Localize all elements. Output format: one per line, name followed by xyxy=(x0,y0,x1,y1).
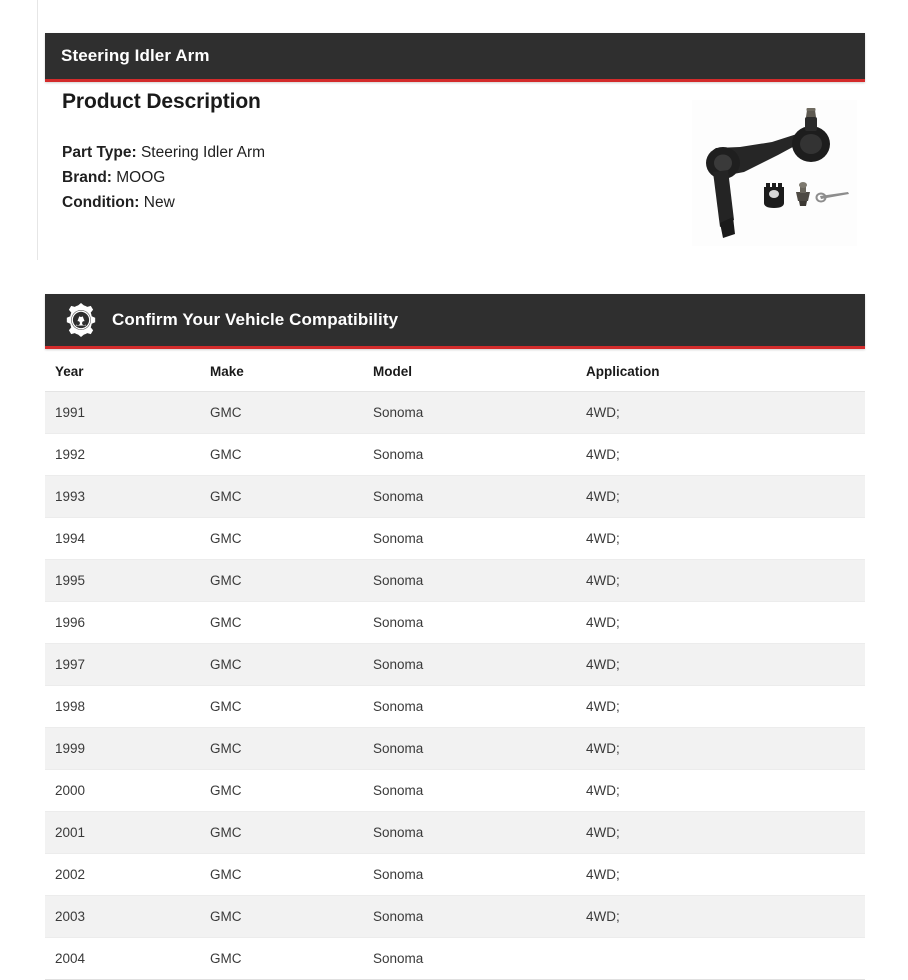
cell-year: 1997 xyxy=(45,644,200,686)
spec-value-brand: MOOG xyxy=(116,169,166,186)
cell-application: 4WD; xyxy=(576,476,865,518)
cell-model: Sonoma xyxy=(363,392,576,434)
cell-model: Sonoma xyxy=(363,560,576,602)
table-row xyxy=(45,560,865,602)
cell-model: Sonoma xyxy=(363,686,576,728)
cell-model: Sonoma xyxy=(363,602,576,644)
cell-make: GMC xyxy=(200,770,363,812)
cell-year: 1994 xyxy=(45,518,200,560)
cell-model: Sonoma xyxy=(363,476,576,518)
page-title: Steering Idler Arm xyxy=(61,46,210,65)
cell-year: 2001 xyxy=(45,812,200,854)
table-row xyxy=(45,392,865,434)
cell-application: 4WD; xyxy=(576,896,865,938)
cell-make: GMC xyxy=(200,434,363,476)
table-body xyxy=(45,392,865,980)
cell-make: GMC xyxy=(200,896,363,938)
table-row xyxy=(45,434,865,476)
cell-application: 4WD; xyxy=(576,518,865,560)
cell-application: 4WD; xyxy=(576,560,865,602)
cell-application: 4WD; xyxy=(576,770,865,812)
cell-model: Sonoma xyxy=(363,518,576,560)
cell-year: 2004 xyxy=(45,938,200,980)
cell-application: 4WD; xyxy=(576,602,865,644)
cell-application: 4WD; xyxy=(576,728,865,770)
spec-label-brand: Brand: xyxy=(62,169,112,186)
product-title-bar xyxy=(45,33,865,82)
spec-row-part-type xyxy=(62,140,662,165)
cell-application: 4WD; xyxy=(576,392,865,434)
column-header-application: Application xyxy=(576,352,865,392)
table-row xyxy=(45,896,865,938)
cell-make: GMC xyxy=(200,812,363,854)
cell-model: Sonoma xyxy=(363,896,576,938)
cell-year: 1999 xyxy=(45,728,200,770)
spec-value-condition: New xyxy=(143,194,175,211)
cell-year: 1995 xyxy=(45,560,200,602)
table-row xyxy=(45,602,865,644)
table-row xyxy=(45,518,865,560)
table-row xyxy=(45,770,865,812)
cell-application xyxy=(576,938,865,980)
table-header-row xyxy=(45,352,865,392)
cell-make: GMC xyxy=(200,854,363,896)
cell-application: 4WD; xyxy=(576,434,865,476)
cell-make: GMC xyxy=(200,728,363,770)
spec-label-part-type: Part Type: xyxy=(62,144,137,161)
cell-year: 1992 xyxy=(45,434,200,476)
cell-make: GMC xyxy=(200,392,363,434)
product-image xyxy=(692,100,857,246)
table-row xyxy=(45,728,865,770)
cell-model: Sonoma xyxy=(363,770,576,812)
content-left-rule xyxy=(37,0,38,260)
column-header-model: Model xyxy=(363,352,576,392)
cell-year: 2000 xyxy=(45,770,200,812)
cell-model: Sonoma xyxy=(363,938,576,980)
steering-idler-arm-illustration xyxy=(692,100,857,246)
table-row xyxy=(45,938,865,980)
spec-row-brand xyxy=(62,165,662,190)
table-row xyxy=(45,812,865,854)
cell-model: Sonoma xyxy=(363,434,576,476)
spec-value-part-type: Steering Idler Arm xyxy=(140,144,266,161)
cell-model: Sonoma xyxy=(363,812,576,854)
cell-make: GMC xyxy=(200,602,363,644)
product-description-section xyxy=(62,90,662,215)
table-header xyxy=(45,352,865,392)
spec-row-condition xyxy=(62,190,662,215)
column-header-make: Make xyxy=(200,352,363,392)
cell-model: Sonoma xyxy=(363,728,576,770)
spec-label-condition: Condition: xyxy=(62,194,140,211)
cell-year: 2002 xyxy=(45,854,200,896)
column-header-year: Year xyxy=(45,352,200,392)
vehicle-compatibility-table xyxy=(45,352,865,980)
cell-year: 2003 xyxy=(45,896,200,938)
cell-model: Sonoma xyxy=(363,854,576,896)
cell-make: GMC xyxy=(200,560,363,602)
cell-year: 1991 xyxy=(45,392,200,434)
compatibility-title-bar xyxy=(45,294,865,349)
cell-make: GMC xyxy=(200,518,363,560)
cell-make: GMC xyxy=(200,476,363,518)
product-description-heading: Product Description xyxy=(62,90,261,113)
table-row xyxy=(45,476,865,518)
compatibility-title: Confirm Your Vehicle Compatibility xyxy=(112,310,399,329)
cell-year: 1998 xyxy=(45,686,200,728)
cell-make: GMC xyxy=(200,938,363,980)
table-row xyxy=(45,686,865,728)
cell-model: Sonoma xyxy=(363,644,576,686)
cell-application: 4WD; xyxy=(576,854,865,896)
cell-application: 4WD; xyxy=(576,686,865,728)
table-row xyxy=(45,644,865,686)
cell-application: 4WD; xyxy=(576,812,865,854)
table-row xyxy=(45,854,865,896)
gear-icon xyxy=(62,301,100,339)
cell-make: GMC xyxy=(200,644,363,686)
cell-make: GMC xyxy=(200,686,363,728)
cell-year: 1996 xyxy=(45,602,200,644)
cell-application: 4WD; xyxy=(576,644,865,686)
cell-year: 1993 xyxy=(45,476,200,518)
